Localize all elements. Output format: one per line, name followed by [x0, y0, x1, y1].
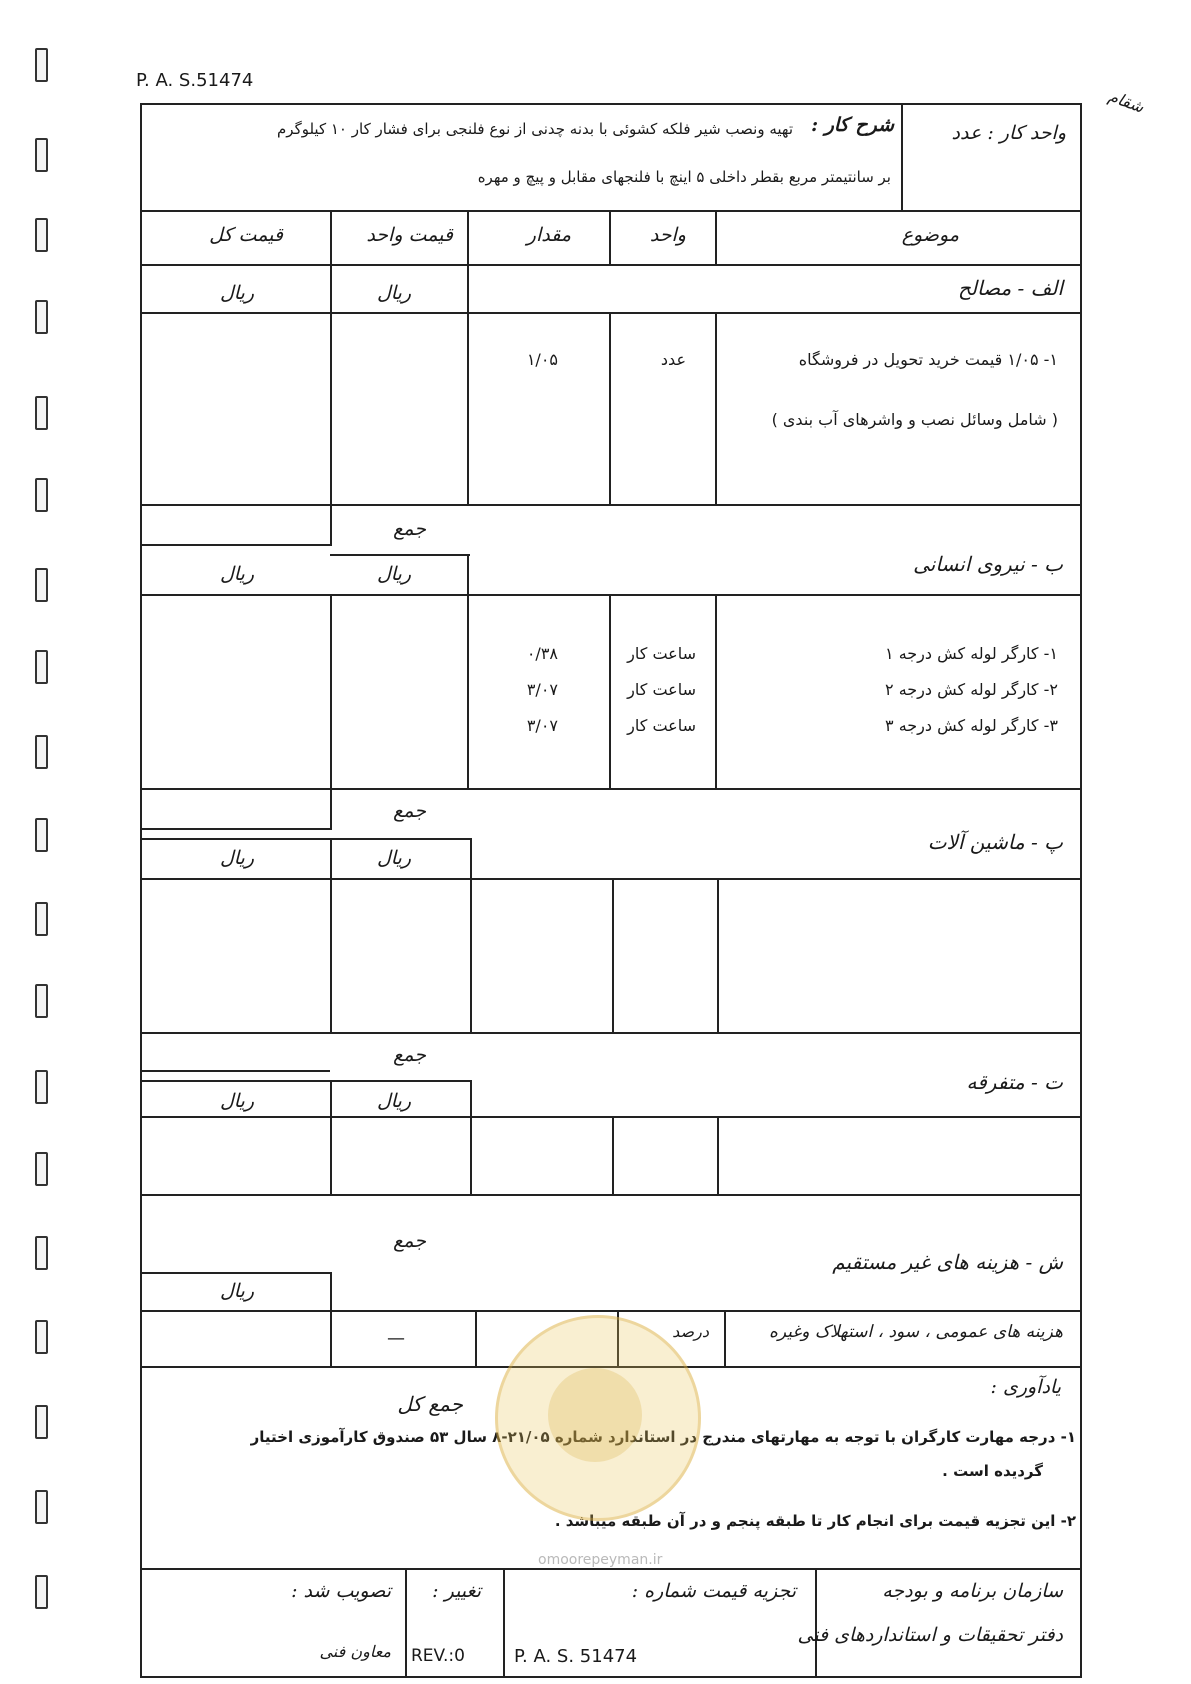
- margin-note: شقام: [1105, 86, 1147, 117]
- footer-revision: REV.:0: [411, 1646, 465, 1666]
- document-code: P. A. S.51474: [136, 70, 254, 91]
- currency-label: ریال: [376, 847, 411, 869]
- footer-org-line1: سازمان برنامه و بودجه: [882, 1580, 1063, 1602]
- indirect-unit-price: —: [387, 1328, 405, 1349]
- indirect-desc: هزینه های عمومی ، سود ، استهلاک وغیره: [768, 1322, 1063, 1342]
- materials-unit: عدد: [660, 350, 686, 369]
- labor-row-3-desc: ۳- کارگر لوله کش درجه ۳: [885, 716, 1058, 735]
- footer-change-label: تغییر :: [432, 1580, 481, 1602]
- labor-row-1-qty: ۰/۳۸: [526, 644, 558, 663]
- misc-sum: جمع: [393, 1230, 426, 1252]
- footer-deputy: معاون فنی: [319, 1642, 391, 1661]
- section-labor-title: ب - نیروی انسانی: [913, 552, 1063, 576]
- materials-item-line2: ( شامل وسائل نصب و واشرهای آب بندی ): [771, 410, 1058, 429]
- col-total-price: قیمت کل: [209, 224, 283, 246]
- watermark-text: omoorepeyman.ir: [538, 1552, 663, 1568]
- currency-label: ریال: [219, 1280, 254, 1302]
- work-desc-label: شرح کار :: [811, 114, 894, 136]
- labor-row-1-desc: ۱- کارگر لوله کش درجه ۱: [885, 644, 1058, 663]
- currency-label: ریال: [376, 1090, 411, 1112]
- labor-row-2-unit: ساعت کار: [627, 680, 696, 699]
- labor-sum: جمع: [393, 800, 426, 822]
- grand-total-label: جمع کل: [397, 1392, 463, 1416]
- indirect-unit: درصد: [672, 1322, 709, 1341]
- work-desc-line2: بر سانتیمتر مربع بقطر داخلی ۵ اینچ با فلنجهای مقابل و پیچ و مهره: [477, 168, 891, 186]
- currency-label: ریال: [376, 282, 411, 304]
- machinery-sum: جمع: [393, 1044, 426, 1066]
- footer-org-line2: دفتر تحقیقات و استانداردهای فنی: [797, 1624, 1063, 1646]
- work-desc-line1: تهیه ونصب شیر فلکه کشوئی با بدنه چدنی از نوع فلنجی برای فشار کار ۱۰ کیلوگرم: [277, 120, 793, 138]
- footer-analysis-label: تجزیه قیمت شماره :: [631, 1580, 796, 1602]
- materials-item-line1: ۱- ۱/۰۵ قیمت خرید تحویل در فروشگاه: [798, 350, 1058, 369]
- footer-analysis-number: P. A. S. 51474: [514, 1646, 638, 1667]
- currency-label: ریال: [219, 1090, 254, 1112]
- currency-label: ریال: [219, 282, 254, 304]
- section-materials-title: الف - مصالح: [958, 276, 1063, 300]
- note-2: ۲- این تجزیه قیمت برای انجام کار تا طبقه پنجم و در آن طبقه میباشد .: [554, 1512, 1076, 1530]
- labor-row-2-qty: ۳/۰۷: [526, 680, 558, 699]
- materials-sum: جمع: [393, 518, 426, 540]
- currency-label: ریال: [219, 847, 254, 869]
- materials-qty: ۱/۰۵: [526, 350, 558, 369]
- section-misc-title: ت - متفرقه: [966, 1070, 1063, 1094]
- note-1-line1: ۱- درجه مهارت کارگران با توجه به مهارتهای مندرج در استاندارد شماره ۲۱/۰۵-۸ سال ۵۳ صندوق کارآموزی اختیار: [250, 1428, 1076, 1446]
- currency-label: ریال: [376, 563, 411, 585]
- section-machinery-title: پ - ماشین آلات: [927, 830, 1063, 854]
- col-subject: موضوع: [901, 224, 959, 246]
- labor-row-3-unit: ساعت کار: [627, 716, 696, 735]
- labor-row-2-desc: ۲- کارگر لوله کش درجه ۲: [885, 680, 1058, 699]
- labor-row-3-qty: ۳/۰۷: [526, 716, 558, 735]
- watermark-inner: [548, 1368, 642, 1462]
- col-quantity: مقدار: [526, 224, 571, 246]
- footer-approved-label: تصویب شد :: [291, 1580, 391, 1602]
- labor-row-1-unit: ساعت کار: [627, 644, 696, 663]
- col-unit-price: قیمت واحد: [366, 224, 453, 246]
- col-unit: واحد: [649, 224, 686, 246]
- note-1-line2: گردیده است .: [942, 1462, 1043, 1480]
- currency-label: ریال: [219, 563, 254, 585]
- notes-title: یادآوری :: [990, 1376, 1061, 1398]
- work-unit: واحد کار : عدد: [951, 122, 1066, 144]
- section-indirect-title: ش - هزینه های غیر مستقیم: [832, 1250, 1063, 1274]
